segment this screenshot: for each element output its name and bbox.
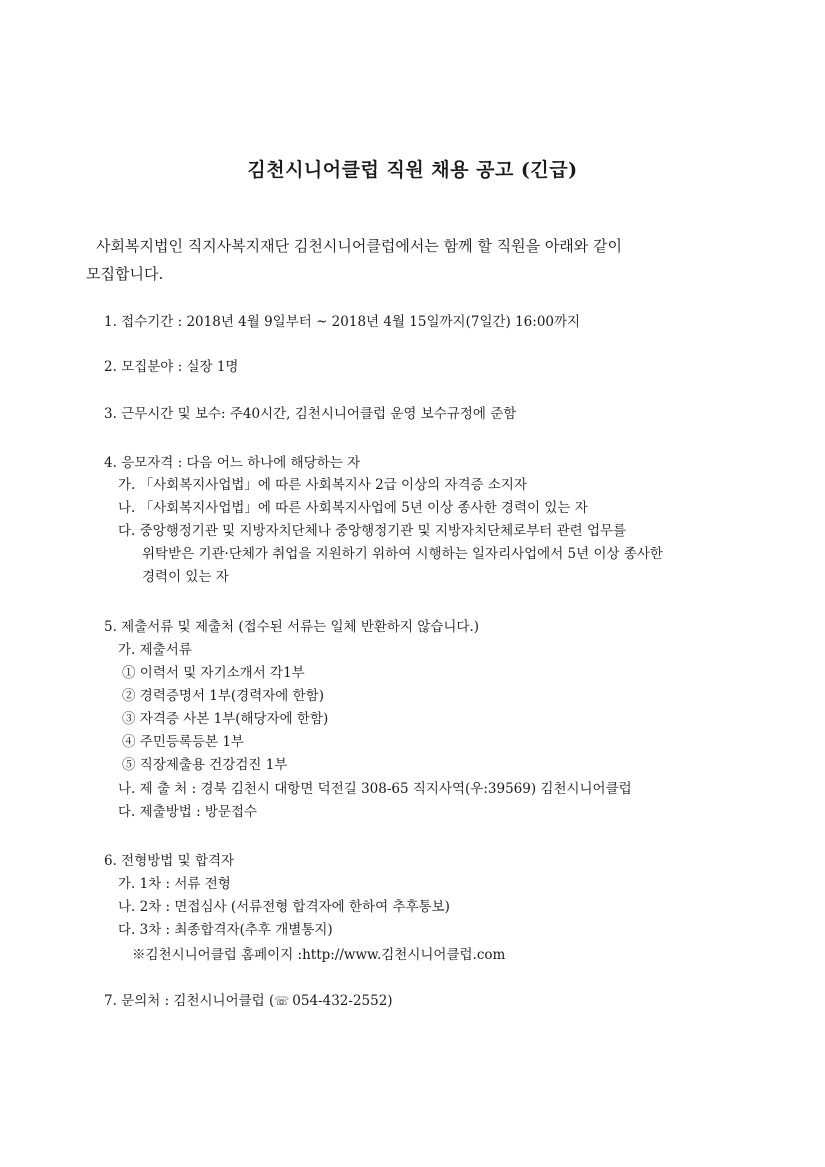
section-2-field: 2. 모집분야 : 실장 1명 — [104, 359, 239, 375]
document-list-item: ③ 자격증 사본 1부(해당자에 한함) — [122, 711, 329, 727]
document-list-item: ① 이력서 및 자기소개서 각1부 — [122, 665, 305, 681]
section-5-heading: 5. 제출서류 및 제출처 (접수된 서류는 일체 반환하지 않습니다.) — [104, 619, 480, 635]
section-4-item-da-line1: 다. 중앙행정기관 및 지방자치단체나 중앙행정기관 및 지방자치단체로부터 관련 업무를 — [118, 523, 627, 539]
section-5-item-na: 나. 제 출 처 : 경북 김천시 대항면 덕전길 308-65 직지사역(우:39569) 김천시니어클럽 — [118, 781, 632, 797]
telephone-icon: ☏ — [274, 994, 290, 1008]
document-list-item: ⑤ 직장제출용 건강검진 1부 — [122, 757, 288, 773]
section-4-heading: 4. 응모자격 : 다음 어느 하나에 해당하는 자 — [104, 455, 361, 471]
section-1-period: 1. 접수기간 : 2018년 4월 9일부터 ~ 2018년 4월 15일까지(7일간) 16:00까지 — [104, 314, 581, 330]
contact-phone: 054-432-2552) — [292, 993, 393, 1009]
document-list-item: ② 경력증명서 1부(경력자에 한함) — [122, 688, 324, 704]
homepage-note: ※김천시니어클럽 홈페이지 :http://www.김천시니어클럽.com — [132, 947, 506, 963]
section-4-item-na: 나. 「사회복지사업법」에 따른 사회복지사업에 5년 이상 종사한 경력이 있는 자 — [118, 500, 588, 516]
section-6-item-na: 나. 2차 : 면접심사 (서류전형 합격자에 한하여 추후통보) — [118, 899, 450, 915]
section-6-item-da: 다. 3차 : 최종합격자(추후 개별통지) — [118, 922, 333, 938]
section-6-item-ga: 가. 1차 : 서류 전형 — [118, 876, 231, 892]
document-list-item: ④ 주민등록등본 1부 — [122, 734, 244, 750]
contact-prefix: 7. 문의처 : 김천시니어클럽 ( — [104, 993, 275, 1009]
section-7-contact — [104, 991, 393, 1011]
section-5-item-da: 다. 제출방법 : 방문접수 — [118, 804, 258, 820]
intro-line-2: 모집합니다. — [86, 265, 164, 283]
section-3-hours: 3. 근무시간 및 보수: 주40시간, 김천시니어클럽 운영 보수규정에 준함 — [104, 406, 517, 422]
intro-paragraph — [86, 232, 746, 288]
page-title: 김천시니어클럽 직원 채용 공고 (긴급) — [247, 159, 578, 181]
section-4-item-ga: 가. 「사회복지사업법」에 따른 사회복지사 2급 이상의 자격증 소지자 — [118, 477, 527, 493]
intro-line-1: 사회복지법인 직지사복지재단 김천시니어클럽에서는 함께 할 직원을 아래와 같이 — [96, 237, 623, 255]
section-4-item-da-line3: 경력이 있는 자 — [142, 569, 229, 585]
section-5-item-ga: 가. 제출서류 — [118, 642, 192, 658]
section-6-heading: 6. 전형방법 및 합격자 — [104, 853, 235, 869]
section-4-item-da-line2: 위탁받은 기관·단체가 취업을 지원하기 위하여 시행하는 일자리사업에서 5년 이상 종사한 — [142, 546, 663, 562]
